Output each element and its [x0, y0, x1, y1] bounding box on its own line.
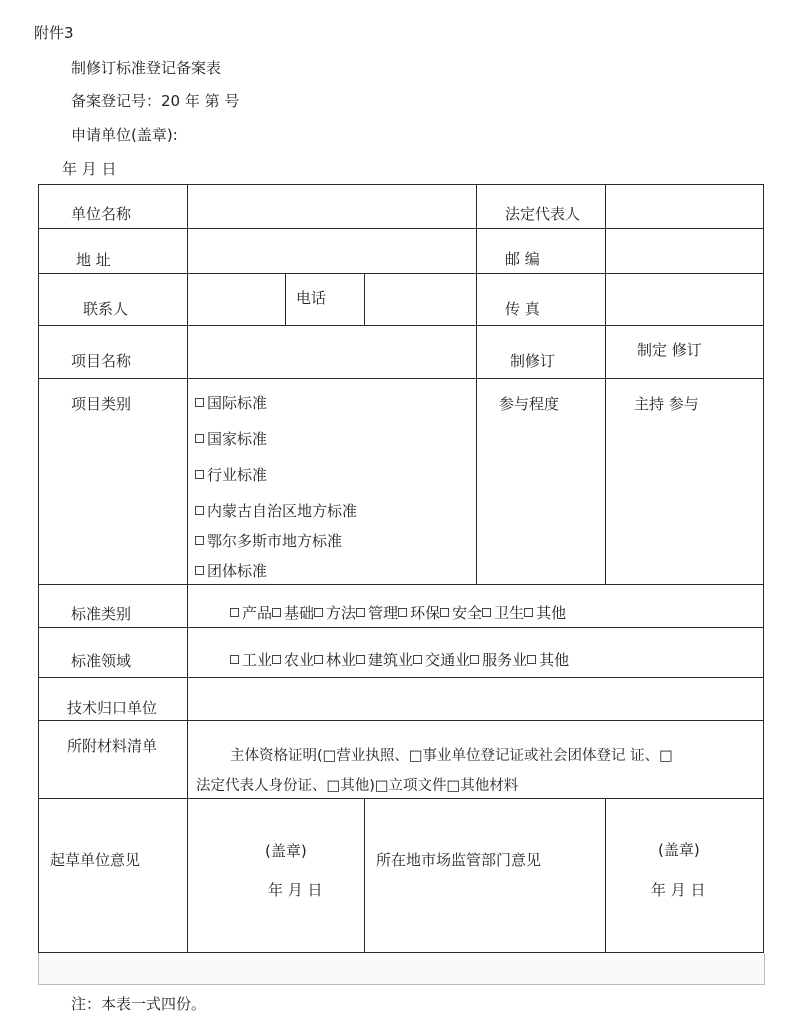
- std-type-options[interactable]: 产品 基础 方法 管理 环保 安全 卫生 其他: [230, 602, 566, 623]
- checkbox-icon[interactable]: [398, 608, 407, 617]
- footer-note: 注：本表一式四份。: [71, 995, 207, 1013]
- bottom-strip: [38, 953, 765, 985]
- legal-rep-label: 法定代表人: [505, 205, 581, 223]
- project-type-option[interactable]: 国际标准: [195, 392, 267, 413]
- project-name-field[interactable]: [188, 326, 475, 377]
- checkbox-icon[interactable]: [272, 608, 281, 617]
- unit-name-field[interactable]: [188, 185, 475, 227]
- phone-label: 电话: [296, 289, 327, 307]
- participation-label: 参与程度: [499, 395, 560, 413]
- checkbox-icon[interactable]: [356, 608, 365, 617]
- project-type-option[interactable]: 行业标准: [195, 464, 267, 485]
- address-field[interactable]: [188, 229, 475, 272]
- checkbox-icon[interactable]: [314, 655, 323, 664]
- revision-label: 制修订: [510, 352, 556, 370]
- revision-options[interactable]: 制定 修订: [637, 341, 702, 359]
- std-type-label: 标准类别: [71, 605, 132, 623]
- materials-line-1[interactable]: 主体资格证明(□营业执照、□事业单位登记证或社会团体登记 证、□: [230, 748, 673, 764]
- checkbox-icon[interactable]: [230, 655, 239, 664]
- legal-rep-field[interactable]: [606, 185, 762, 227]
- materials-line-2[interactable]: 法定代表人身份证、□其他)□立项文件□其他材料: [196, 778, 519, 794]
- fax-field[interactable]: [606, 274, 762, 324]
- checkbox-icon[interactable]: [440, 608, 449, 617]
- contact-field[interactable]: [188, 274, 284, 324]
- checkbox-icon[interactable]: [195, 470, 204, 479]
- checkbox-icon[interactable]: [470, 655, 479, 664]
- tech-unit-field[interactable]: [188, 678, 762, 719]
- phone-field[interactable]: [365, 274, 475, 324]
- postcode-label: 邮 编: [505, 250, 540, 268]
- project-name-label: 项目名称: [71, 352, 132, 370]
- checkbox-icon[interactable]: [195, 398, 204, 407]
- contact-label: 联系人: [83, 300, 129, 318]
- postcode-field[interactable]: [606, 229, 762, 272]
- project-type-option[interactable]: 团体标准: [195, 560, 267, 581]
- checkbox-icon[interactable]: [230, 608, 239, 617]
- address-label: 地 址: [76, 251, 111, 269]
- checkbox-icon[interactable]: [413, 655, 422, 664]
- project-type-option[interactable]: 内蒙古自治区地方标准: [195, 500, 357, 521]
- checkbox-icon[interactable]: [482, 608, 491, 617]
- checkbox-icon[interactable]: [195, 566, 204, 575]
- std-field-options[interactable]: 工业 农业 林业 建筑业 交通业 服务业 其他: [230, 649, 569, 670]
- date-1: 年 月 日: [268, 881, 323, 899]
- form-title: 制修订标准登记备案表: [71, 59, 222, 77]
- checkbox-icon[interactable]: [356, 655, 365, 664]
- seal-2: (盖章): [658, 841, 700, 859]
- fax-label: 传 真: [505, 300, 540, 318]
- participation-options[interactable]: 主持 参与: [634, 395, 699, 413]
- record-number: 备案登记号：20 年 第 号: [71, 92, 240, 110]
- attachment-label: 附件3: [34, 24, 74, 42]
- project-type-label: 项目类别: [71, 395, 132, 413]
- checkbox-icon[interactable]: [314, 608, 323, 617]
- project-type-option[interactable]: 鄂尔多斯市地方标准: [195, 530, 342, 551]
- regulator-opinion-label: 所在地市场监管部门意见: [376, 851, 542, 869]
- checkbox-icon[interactable]: [195, 506, 204, 515]
- materials-label: 所附材料清单: [67, 737, 158, 755]
- checkbox-icon[interactable]: [195, 536, 204, 545]
- drafter-opinion-label: 起草单位意见: [50, 851, 141, 869]
- checkbox-icon[interactable]: [524, 608, 533, 617]
- date-2: 年 月 日: [651, 881, 706, 899]
- checkbox-icon[interactable]: [527, 655, 536, 664]
- checkbox-icon[interactable]: [272, 655, 281, 664]
- unit-name-label: 单位名称: [71, 205, 132, 223]
- applicant-unit: 申请单位(盖章):: [71, 126, 178, 144]
- tech-unit-label: 技术归口单位: [67, 699, 158, 717]
- std-field-label: 标准领域: [71, 652, 132, 670]
- checkbox-icon[interactable]: [195, 434, 204, 443]
- project-type-option[interactable]: 国家标准: [195, 428, 267, 449]
- application-date: 年 月 日: [62, 160, 117, 178]
- seal-1: (盖章): [265, 842, 307, 860]
